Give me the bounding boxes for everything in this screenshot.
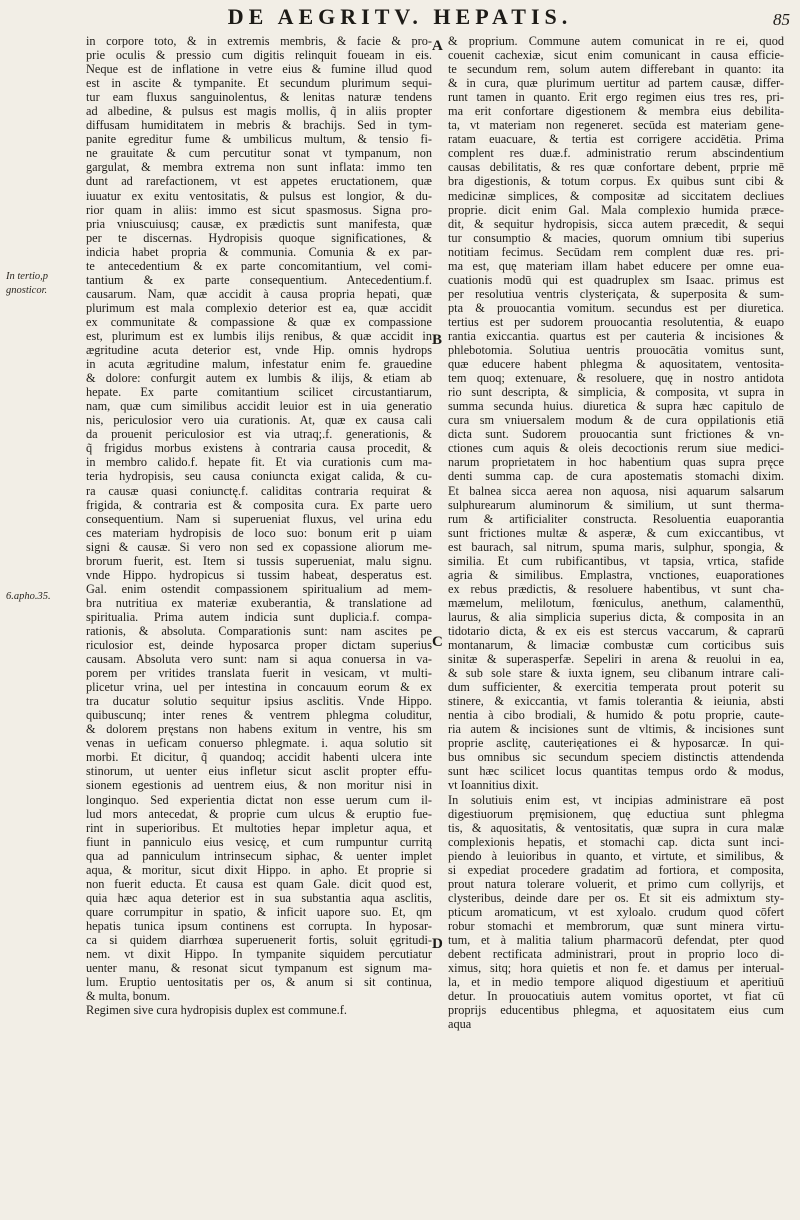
margin-note: In tertio,p — [6, 271, 48, 282]
text-line: tertius est per sudorem prouocantia resolutentia, & euapo — [448, 314, 784, 329]
text-line: ximus, sitq; hora quietis et non fe. et damus per interual- — [448, 961, 784, 976]
section-letter: C — [432, 634, 443, 650]
section-letter: D — [432, 936, 443, 952]
text-line: per te discernas. Hydropisis quoque significationes, & — [86, 230, 432, 245]
text-line: rum & artificialiter constructa. Resoluentia euaporantia — [448, 511, 784, 526]
text-line: diffusam humiditatem in mebris & brachijs. Sed in tym- — [86, 118, 432, 133]
text-line: & sub sole stare & iuxta ignem, seu clibanum intrare cali- — [448, 666, 784, 681]
text-line: summa secunda huius. diuretica & supra hæc capitulo de — [448, 399, 784, 414]
text-line: q̃ frigidus morbus existens à contraria causa procedit, & — [86, 441, 432, 456]
text-line: & proprium. Commune autem comunicat in re ei, quod — [448, 34, 784, 48]
text-line: rio sunt descripta, & simplicia, & composita, vt supra in — [448, 385, 784, 400]
text-line: prie oculis & pressio cum digitis relinquit foueam in eis. — [86, 48, 432, 63]
text-line: medicinæ simplices, & compositæ ad siccitatem decliues — [448, 188, 784, 203]
text-line: phlebotomia. Solutiua uentris prouocātia vomitus sunt, — [448, 343, 784, 358]
text-line: tur consumptio & macies, quorum omnium tibi superius — [448, 230, 784, 245]
text-line: couenit cachexiæ, sicut enim comunicant in causa efficie- — [448, 48, 784, 63]
text-line: quare corrumpitur in spatio, & inficit uapore suo. Et, qm — [86, 904, 432, 919]
text-line: proprie. dicit enim Gal. Mala complexio humida præce- — [448, 202, 784, 217]
text-line: montanarum, & limaciæ combustæ cum corticibus suis — [448, 638, 784, 653]
text-line: ma erit confortare digestionem & membra eius debilita- — [448, 104, 784, 119]
text-line: piendo à leuioribus in quanto, et virtute, et similibus, & — [448, 848, 784, 863]
text-line: & dolorem pręstans non habens exitum in ventre, his sm — [86, 722, 432, 737]
text-line: nem. vt dixit Hippo. In tympanite siquidem percutiatur — [86, 947, 432, 962]
running-head: DE AEGRITV. HEPATIS. — [227, 4, 573, 29]
text-line: nis, periculosior vero uia curationis. At, quæ ex causa cali — [86, 413, 432, 428]
text-line: debent rectificata administrari, prout in proprio loco di- — [448, 947, 784, 962]
text-line: robur stomachi et membrorum, quæ sunt minera virtu- — [448, 918, 784, 933]
text-line: tum, et à malitia talium pharmacorū defendat, pter quod — [448, 933, 784, 947]
text-line: tem quoq; extenuare, & resoluere, quę in nostro antidota — [448, 371, 784, 386]
text-line: causas debilitatis, & res quæ confortare debent, prprie mē — [448, 160, 784, 175]
text-line: mæmelum, melilotum, fœniculus, anethum, calamenthū, — [448, 595, 784, 610]
right-text-column — [448, 34, 784, 1031]
text-line: dit, & sequitur hydropisis, sicca autem præcedit, & sequi — [448, 216, 784, 231]
text-line: brorum fuerit, est. Item si tussis superueniat, malu signu. — [86, 553, 432, 568]
text-line: quibuscunq; inter renes & ventrem phlegma coluditur, — [86, 708, 432, 723]
text-line: complexionis hepatis, et stomachi cap. dicta sunt inci- — [448, 834, 784, 849]
text-line: per resolutiua ventris clysteriçata, & superposita & sum- — [448, 286, 784, 301]
text-line: lum. Eruptio uentositatis per os, & anum si sit continua, — [86, 975, 432, 990]
text-line: hepate. Ex parte comitantium scilicet circustantiarum, — [86, 385, 432, 400]
text-line: tidotario dicta, & ex eis est stercus vaccarum, & caprarū — [448, 623, 784, 638]
text-line: da prouenit periculosior est via utraq;.f. generationis, & — [86, 427, 432, 442]
text-line: uenter manu, & resonat sicut tympanum est signum ma- — [86, 961, 432, 976]
text-line: pticum aromaticum, vt est xyloalo. crudum quod cōfert — [448, 904, 784, 919]
text-line: & in cura, quæ plurimum uertitur ad partem causæ, differ- — [448, 76, 784, 91]
text-line: spiritualia. Prima autem indicia sunt duplicia.f. compa- — [86, 609, 432, 624]
text-line: gargulat, & membra extrema non sunt inflata: immo ten — [86, 160, 432, 175]
text-line: frigida, & contraria est & composita cura. Ex parte uero — [86, 497, 432, 512]
margin-note: 6.apho.35. — [6, 591, 51, 602]
text-line: pta & prouocantia vomitum. secundus est per diuretica. — [448, 300, 784, 315]
text-line: plicetur vrina, uel per intestina in concauum eorum & ex — [86, 680, 432, 695]
text-line: proprie asclitę, cauterięationes ei & hyposarcæ. In qui- — [448, 736, 784, 751]
text-line: Neque est de inflatione in vetre eius & fumine illud quod — [86, 62, 432, 77]
text-line: stinere, & exiccantia, vt famis tolerantia & ieiunia, absti — [448, 694, 784, 709]
text-line: similia. Et cum rubificantibus, vt tapsia, vrtica, stafide — [448, 553, 784, 568]
text-line: iuuatur ex exitu ventositatis, & pulsus est longior, & du- — [86, 188, 432, 203]
text-line: panite egreditur fume & umbilicus multum, & tensio fi- — [86, 132, 432, 147]
text-line: tantium & ex parte consequentium. Antecedentium.f. — [86, 272, 432, 287]
text-line: ex rebus prædictis, & resoluere habentibus, vt sunt cha- — [448, 581, 784, 596]
text-line: rantia exiccantia. quartus est per cauteria & incisiones & — [448, 328, 784, 343]
text-line: sunt hæc scilicet locus quantitas tempus ordo & modus, — [448, 764, 784, 779]
text-line: venas in ueficam conuerso phlegmate. i. aqua solutio sit — [86, 736, 432, 751]
text-line: bus omnibus sic secundum speciem distinctis attendenda — [448, 750, 784, 765]
section-letter: B — [432, 332, 443, 348]
text-line: ex communitate & compassione & quæ ex compassione — [86, 314, 432, 329]
text-line: & multa, bonum. — [86, 989, 171, 1004]
text-line: In solutiuis enim est, vt incipias administrare eā post — [448, 792, 784, 807]
text-line: causarum. Nam, quæ accidit à causa propria hepati, quæ — [86, 286, 432, 301]
text-line: causam. Absoluta vero sunt: nam si aqua conuersa in va- — [86, 652, 432, 667]
text-line: cura sm vniuersalem modum & de cura oppilationis etiā — [448, 413, 784, 428]
text-line: rationis, & absoluta. Comparationis sunt: nam ascites pe — [86, 623, 432, 638]
text-line: sionem egestionis ad uentrem eius, & non moritur nisi in — [86, 778, 432, 793]
text-line: Regimen sive cura hydropisis duplex est commune.f. — [86, 1003, 347, 1018]
text-line: quæ educere habent phlegma & aquositatem, ventosita- — [448, 357, 784, 372]
text-line: sunt frictiones multæ & asperæ, & cum exiccantibus, vt — [448, 525, 784, 540]
text-line: cuationis modū qui est quadruplex sm Isaac. primus est — [448, 272, 784, 287]
text-line: aqua, & moritur, sicut dixit Hippo. in apho. Et proprie si — [86, 862, 432, 877]
text-line: in corpore toto, & in extremis membris, & facie & pro- — [86, 34, 432, 48]
text-line: dicta sunt. Sudorem prouocantia sunt frictiones & vn- — [448, 427, 784, 442]
text-line: vnde Hippo. hydropicus si tussim habeat, desperatus est. — [86, 567, 432, 582]
text-line: clysteribus, deinde dare per os. Et sit eis admixtum sty- — [448, 890, 784, 905]
text-line: est baurach, sal nitrum, spuma maris, sulphur, spongia, & — [448, 539, 784, 554]
text-line: ca si quidem diarrhœa superuenerit fortis, soluit ęgritudi- — [86, 933, 432, 947]
text-line: consequentium. Nam si superueniat fluxus, vel urina edu — [86, 511, 432, 526]
text-line: teria hydropisis, seu causa coniuncta exigat calida, & cu- — [86, 469, 432, 484]
text-line: runt tamen in quanto. Erit ergo regimen eius tres res, pri- — [448, 90, 784, 105]
text-line: est, plurimum est ex lumbis ilijs renibus, & quæ accidit in — [86, 328, 432, 343]
text-line: agria & similibus. Emplastra, vnctiones, euaporationes — [448, 567, 784, 582]
text-line: sulphurearum aluminorum & similium, ut sunt therma- — [448, 497, 784, 512]
text-line: bra digestionis, & totum corpus. Ex quibus sunt cibi & — [448, 174, 784, 189]
text-line: sinitæ & superasperfæ. Sepeliri in arena & reuolui in ea, — [448, 652, 784, 667]
text-line: porem per vritides translata fuerit in vesicam, vt multi- — [86, 666, 432, 681]
section-letter: A — [432, 38, 443, 54]
text-line: ma est, quę materiam illam habet educere per omne eua- — [448, 258, 784, 273]
text-line: ægritudine acuta deterior est, vnde Hip. omnis hydrops — [86, 343, 432, 358]
text-line: ad albedine, & pulsus est magis mollis, q̃ in aliis propter — [86, 104, 432, 119]
text-line: fiunt in panniculo eius vesicę, et cum rumpuntur curritą — [86, 834, 432, 849]
text-line: rint in superioribus. Et multoties hepar impletur aqua, et — [86, 820, 432, 835]
text-line: te antecedentium & ex parte concomitantium, vel comi- — [86, 258, 432, 273]
text-line: vt Ioannitius dixit. — [448, 778, 539, 793]
left-text-column — [86, 34, 432, 1017]
text-line: dum sufficienter, & exercitia temperata prout poterit su — [448, 680, 784, 695]
text-line: in membro calido.f. hepate fit. Et via curationis cum ma- — [86, 455, 432, 470]
text-line: notitiam fecimus. Secūdam rem complent duæ res. pri- — [448, 244, 784, 259]
text-line: prout natura tolerare voluerit, et primo cum collyrijs, et — [448, 876, 784, 891]
text-line: signi & causæ. Si vero non sed ex copassione aliorum me- — [86, 539, 432, 554]
text-line: non fuerit educta. Et causa est quam Gale. dicit quod est, — [86, 876, 432, 891]
text-line: tis, & aquositatis, & ventositatis, quæ supra in cura malæ — [448, 820, 784, 835]
text-line: ra causæ quasi coniunctę.f. caliditas contraria requirat & — [86, 483, 432, 498]
text-line: ratam euacuare, & tertia est corrigere accidētia. Prima — [448, 132, 784, 147]
text-line: Et balnea sicca aerea non aquosa, nisi aquarum salsarum — [448, 483, 784, 498]
text-line: proprijs educentibus phlegma, et aquositatem eius cum — [448, 1003, 784, 1018]
text-line: tra ducatur solutio sequitur ipsius asclitis. Vnde Hippo. — [86, 694, 432, 709]
text-line: plurimum est mala complexio deterior est ea, quæ accidit — [86, 300, 432, 315]
text-line: tur eam fluxus sanguinolentus, & lenitas naturæ tendens — [86, 90, 432, 105]
text-line: nentia à cibo brodiali, & humido & potu proprie, caute- — [448, 708, 784, 723]
text-line: bra nutritiua ex materiæ exuberantia, & translatione ad — [86, 595, 432, 610]
text-line: morbi. Et dicitur, q̃ quandoq; accidit habenti ulcera inte — [86, 750, 432, 765]
text-line: longinquo. Sed experientia dictat non esse uerum cum il- — [86, 792, 432, 807]
text-line: ctiones cum aquis & oleis decoctionis rerum siue medici- — [448, 441, 784, 456]
text-line: lud mors antecedat, & proprie cum ulcus & eruptio fue- — [86, 806, 432, 821]
text-line: complent res duæ.f. administratio rerum abscindentium — [448, 146, 784, 161]
text-line: detur. In prouocatiuis autem vomitus oportet, vt fiat cū — [448, 989, 784, 1004]
text-line: si expediat procedere gradatim ad fortiora, et composita, — [448, 862, 784, 877]
page-header — [0, 4, 800, 34]
text-line: indicia habet propria & communia. Comunia & ex par- — [86, 244, 432, 259]
text-line: Gal. enim ostendit compassionem spiritualium ad mem- — [86, 581, 432, 596]
page-number: 85 — [773, 10, 790, 29]
text-line: aqua — [448, 1017, 472, 1032]
text-line: qua ad panniculum intrinsecum siphac, & uenter implet — [86, 848, 432, 863]
text-line: ria autem & incisiones sunt de vltimis, & incisiones sunt — [448, 722, 784, 737]
text-line: denti summa cap. de cura apostematis stomachi dixim. — [448, 469, 784, 484]
text-line: pria vniuscuiusq; causæ, ex prædictis sunt manifesta, quæ — [86, 216, 432, 231]
text-line: narum proprietatem in hoc habentium quas supra pręce — [448, 455, 784, 470]
text-line: stinorum, ut uenter eius infletur sicut asclit propter effu- — [86, 764, 432, 779]
text-line: ne grauitate & cum percutitur sonat vt tympanum, non — [86, 146, 432, 161]
text-line: dunt ad rarefactionem, vt est appetes eructationem, quæ — [86, 174, 432, 189]
text-line: rior quam in aliis: immo est sicut spasmosus. Signa pro- — [86, 202, 432, 217]
text-line: est in ascite & tympanite. Et secundum plurimum sequi- — [86, 76, 432, 91]
text-line: riculosior est, deinde hyposarca proper dictam superius — [86, 638, 432, 653]
text-line: laurus, & alia simplicia superius dicta, & composita in an — [448, 609, 784, 624]
text-line: hepatis tunica ipsum continens est corrupta. In hyposar- — [86, 918, 432, 933]
text-line: & dolore: confurgit autem ex lumbis & ilijs, & etiam ab — [86, 371, 432, 386]
text-line: la, et in medio tempore aliquod digestiuum et aperitiuū — [448, 975, 784, 990]
text-line: ta, vt materiam non regeneret. secūda est materiam gene- — [448, 118, 784, 133]
text-line: quia hæc aqua deterior est in sua substantia aqua asclitis, — [86, 890, 432, 905]
text-line: in acuta ægritudine malum, infestatur enim fe. grauedine — [86, 357, 432, 372]
text-line: nam, quæ cum similibus accidit leuior est in uia generatio — [86, 399, 432, 414]
margin-note: gnosticor. — [6, 285, 48, 296]
text-line: ces materiam hydropisis de loco suo: bonum erit p uiam — [86, 525, 432, 540]
text-line: digestiuorum pręmisionem, quę eductiua sunt phlegma — [448, 806, 784, 821]
text-line: te secundum rem, solum autem differebant in quanto: ita — [448, 62, 784, 77]
